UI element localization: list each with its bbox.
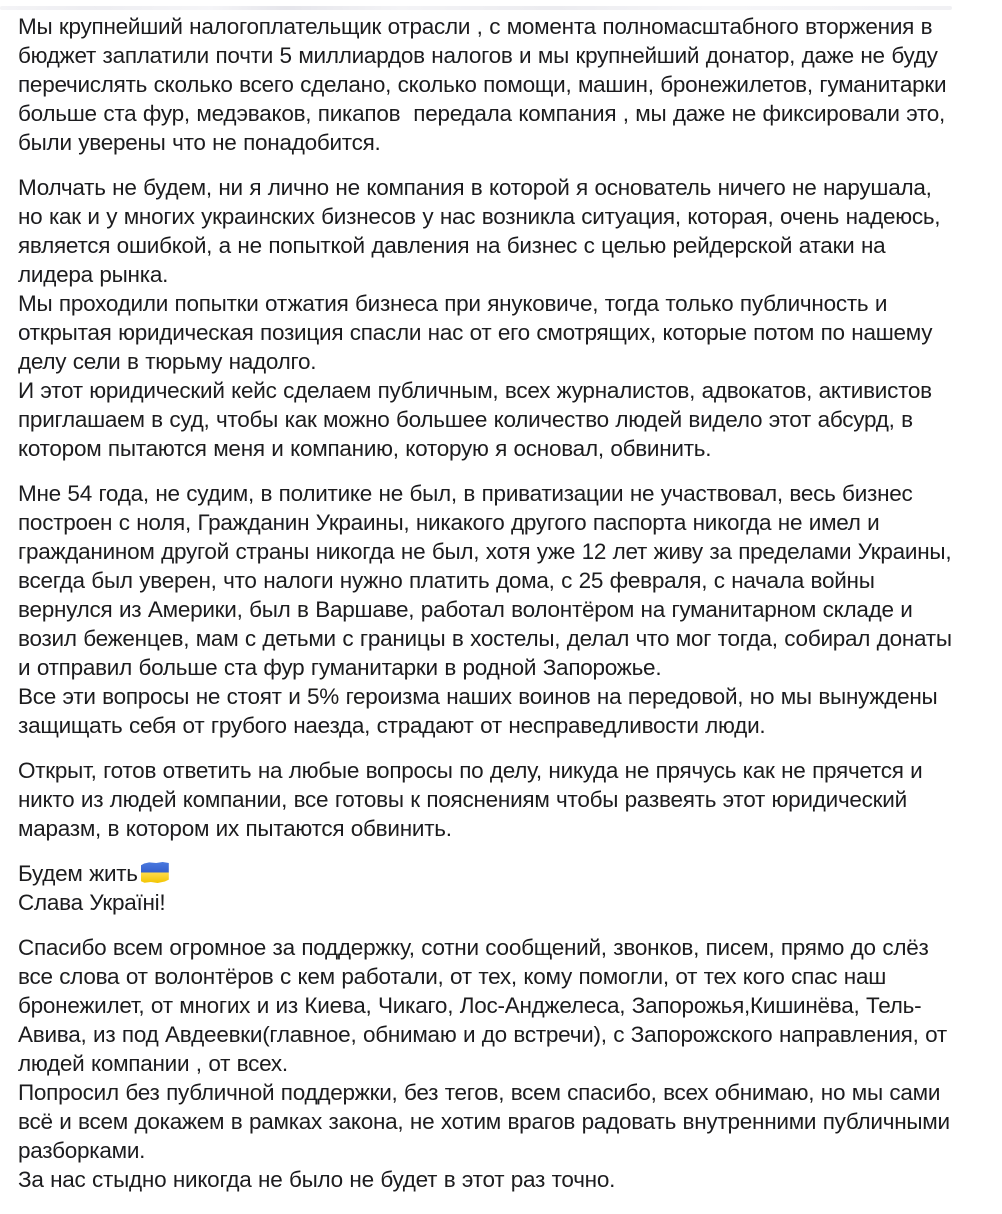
budem-zhit-text: Будем жить — [18, 861, 138, 886]
paragraph-public-legal-case: И этот юридический кейс сделаем публичным, всех журналистов, адвокатов, активистов приглашаем в суд, чтобы как можно большее количество людей видело этот абсурд, в котором пытаются меня и компанию, которую я основал, обвинить. — [18, 378, 939, 461]
cropped-previous-line-remnant — [0, 6, 952, 10]
paragraph-wont-be-silent: Молчать не будем, ни я лично не компания в которой я основатель ничего не нарушала, но как и у многих украинских бизнесов у нас возникла ситуация, которая, очень надеюсь, является ошибкой, а не попыткой давления на бизнес с целью рейдерской атаки на лидера рынка. — [18, 175, 947, 287]
paragraph-no-public-support: Попросил без публичной поддержки, без тегов, всем спасибо, всех обнимаю, но мы сами всё и всем докажем в рамках закона, не хотим врагов радовать внутренними публичными разборками. — [18, 1080, 957, 1163]
paragraph-thanks-support: Спасибо всем огромное за поддержку, сотни сообщений, звонков, писем, прямо до слёз все слова от волонтёров с кем работали, от тех, кому помогли, от тех кого спас наш бронежилет, от многих и из Киева, Чикаго, Лос-Анджелеса, Запорожья,Кишинёва, Тель-Авива, из под Авдеевки(главное, обнимаю и до встречи), с Запорожского направления, от людей компании , от всех. — [18, 935, 954, 1076]
line-slava-ukraini: Слава Україні! — [18, 890, 166, 915]
paragraph-taxes-donations: Мы крупнейший налогоплательщик отрасли , с момента полномасштабного вторжения в бюджет заплатили почти 5 миллиардов налогов и мы крупнейший донатор, даже не буду перечислять сколько всего сделано, сколько помощи, машин, бронежилетов, гуманитарки больше ста фур, медэваков, пикапов передала компания , мы даже не фиксировали это, были уверены что не понадобится. — [18, 14, 953, 155]
paragraph-soldiers-heroism: Все эти вопросы не стоят и 5% героизма наших воинов на передовой, но мы вынуждены защищать себя от грубого наезда, страдают от несправедливости люди. — [18, 684, 944, 738]
paragraph-biography: Мне 54 года, не судим, в политике не был, в приватизации не участвовал, весь бизнес построен с ноля, Гражданин Украины, никакого другого паспорта никогда не имел и гражданином другой страны никогда не был, хотя уже 12 лет живу за пределами Украины, всегда был уверен, что налоги нужно платить дома, с 25 февраля, с начала войны вернулся из Америки, был в Варшаве, работал волонтёром на гуманитарном складе и возил беженцев, мам с детьми с границы в хостелы, делал что мог тогда, собирал донаты и отправил больше ста фур гуманитарки в родной Запорожье. — [18, 481, 959, 680]
ukraine-flag-icon — [141, 862, 169, 883]
paragraph-open-to-questions: Открыт, готов ответить на любые вопросы по делу, никуда не прячусь как не прячется и никто из людей компании, все готовы к пояснениям чтобы развеять этот юридический маразм, в котором их пытаются обвинить. — [18, 758, 930, 841]
line-budem-zhit — [18, 859, 962, 888]
paragraph-never-ashamed: За нас стыдно никогда не было не будет в этот раз точно. — [18, 1167, 616, 1192]
paragraph-yanukovych-era: Мы проходили попытки отжатия бизнеса при януковиче, тогда только публичность и открытая юридическая позиция спасли нас от его смотрящих, которые потом по нашему делу сели в тюрьму надолго. — [18, 291, 939, 374]
